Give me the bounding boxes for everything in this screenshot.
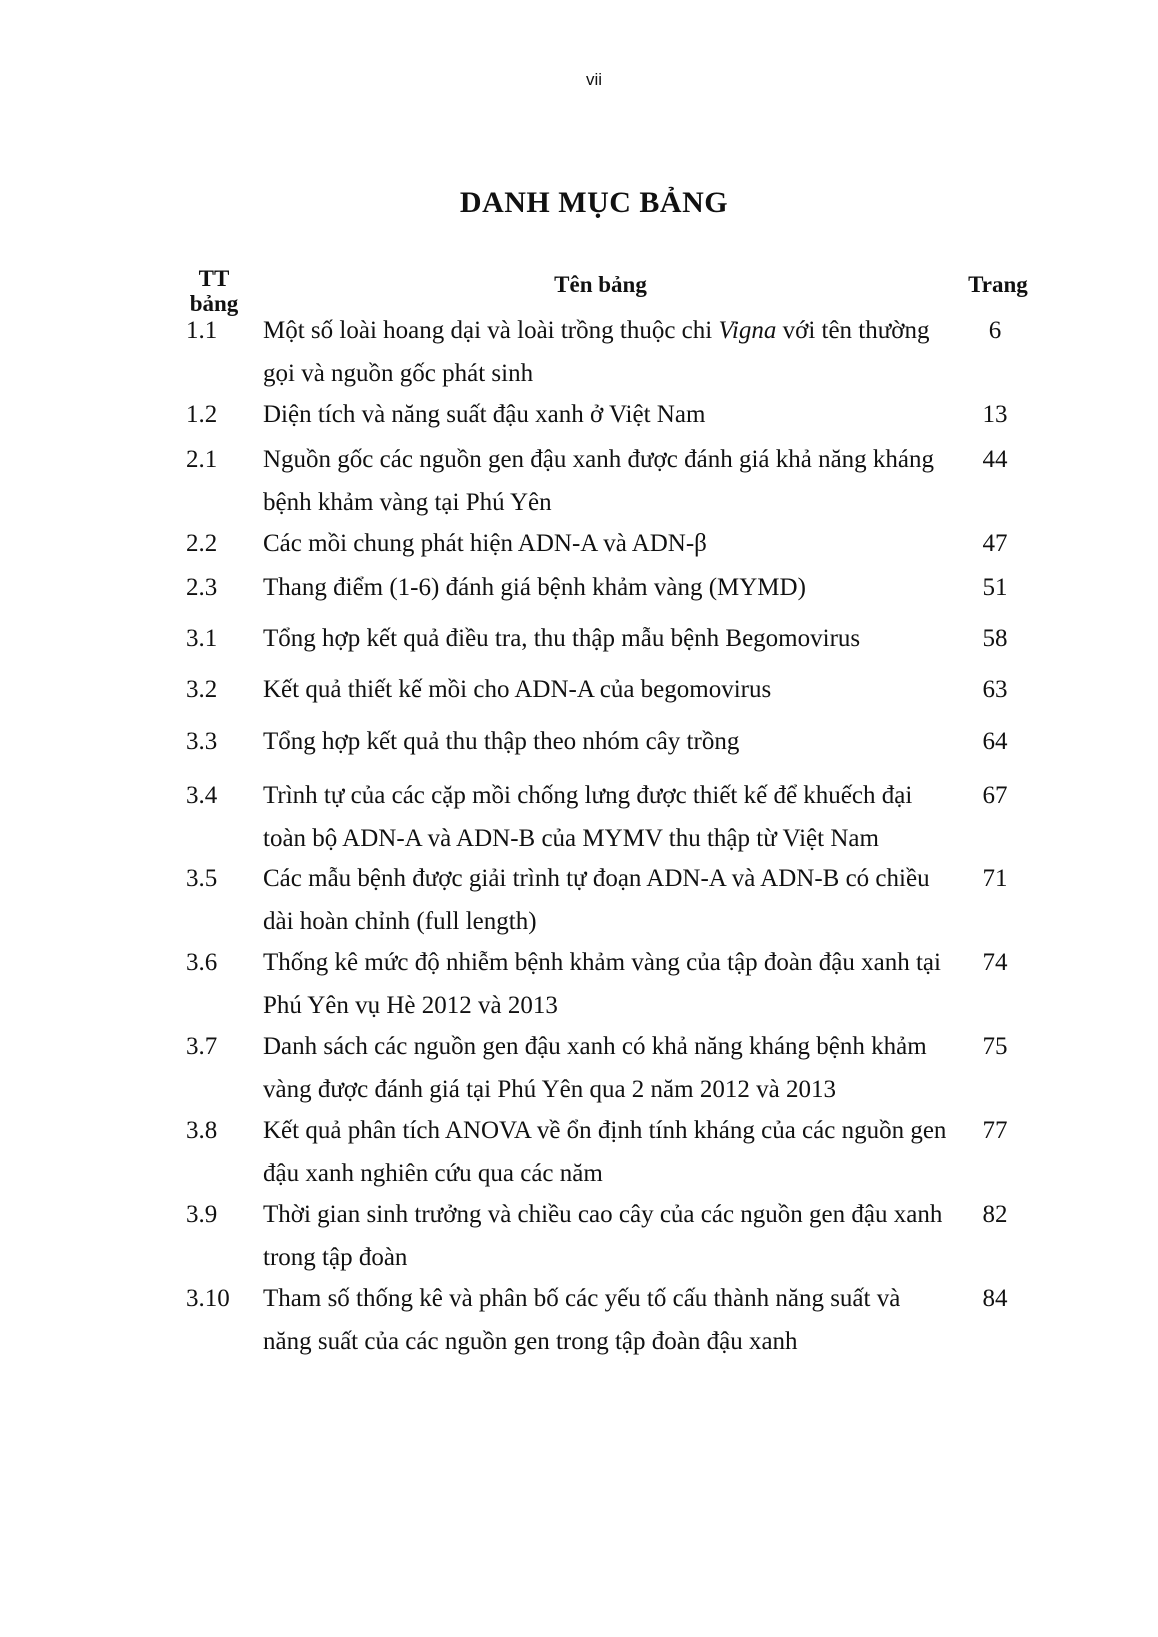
row-title: Tham số thống kê và phân bố các yếu tố cấu thành năng suất và năng suất của các nguồn gen trong tập đoàn đậu xanh	[263, 1285, 901, 1355]
row-page: 51	[982, 574, 1008, 601]
row-number: 2.1	[186, 446, 218, 473]
row-page: 47	[982, 530, 1008, 557]
row-page: 58	[982, 625, 1008, 652]
row-page: 13	[982, 401, 1008, 428]
page-number: vii	[585, 70, 603, 89]
row-title: Thống kê mức độ nhiễm bệnh khảm vàng của tập đoàn đậu xanh tại Phú Yên vụ Hè 2012 và 2013	[263, 949, 941, 1019]
header-page: Trang	[968, 272, 1028, 297]
row-number: 3.3	[186, 728, 218, 755]
header-name: Tên bảng	[554, 272, 647, 297]
row-page: 84	[982, 1285, 1008, 1312]
row-title: Một số loài hoang dại và loài trồng thuộc chi Vigna với tên thường gọi và nguồn gốc phát sinh	[263, 317, 930, 387]
row-page: 71	[982, 865, 1008, 892]
row-title: Các mồi chung phát hiện ADN-A và ADN-β	[263, 530, 707, 557]
page-title: DANH MỤC BẢNG	[459, 186, 729, 219]
row-number: 3.5	[186, 865, 218, 892]
row-number: 3.7	[186, 1033, 218, 1060]
row-title: Các mẫu bệnh được giải trình tự đoạn ADN-A và ADN-B có chiều dài hoàn chỉnh (full length)	[263, 865, 930, 935]
row-title: Tổng hợp kết quả điều tra, thu thập mẫu bệnh Begomovirus	[263, 625, 861, 652]
row-title: Thang điểm (1-6) đánh giá bệnh khảm vàng (MYMD)	[263, 574, 806, 601]
row-number: 3.4	[186, 782, 218, 809]
row-number: 2.2	[186, 530, 218, 557]
row-page: 82	[982, 1201, 1008, 1228]
row-number: 1.2	[186, 401, 218, 428]
row-page: 44	[982, 446, 1008, 473]
row-page: 77	[982, 1117, 1008, 1144]
row-number: 2.3	[186, 574, 218, 601]
row-title: Diện tích và năng suất đậu xanh ở Việt Nam	[263, 401, 706, 428]
row-number: 1.1	[186, 317, 218, 344]
row-number: 3.1	[186, 625, 218, 652]
row-number: 3.6	[186, 949, 218, 976]
row-page: 6	[988, 317, 1002, 344]
row-number: 3.2	[186, 676, 218, 703]
row-page: 63	[982, 676, 1008, 703]
row-page: 75	[982, 1033, 1008, 1060]
row-title: Trình tự của các cặp mồi chống lưng được thiết kế để khuếch đại toàn bộ ADN-A và ADN-B của MYMV thu thập từ Việt Nam	[263, 782, 913, 852]
italic-genus: Vigna	[718, 317, 777, 344]
row-title: Nguồn gốc các nguồn gen đậu xanh được đánh giá khả năng kháng bệnh khảm vàng tại Phú Yên	[263, 446, 935, 516]
row-title: Thời gian sinh trưởng và chiều cao cây của các nguồn gen đậu xanh trong tập đoàn	[263, 1201, 943, 1271]
row-title: Kết quả thiết kế mồi cho ADN-A của begomovirus	[263, 676, 772, 703]
row-number: 3.10	[186, 1285, 230, 1312]
header-tt: TT bảng	[189, 266, 239, 316]
row-page: 74	[982, 949, 1008, 976]
row-page: 67	[982, 782, 1008, 809]
row-title: Tổng hợp kết quả thu thập theo nhóm cây trồng	[263, 728, 740, 755]
row-page: 64	[982, 728, 1008, 755]
row-title: Kết quả phân tích ANOVA về ổn định tính kháng của các nguồn gen đậu xanh nghiên cứu qua các năm	[263, 1117, 947, 1187]
row-number: 3.8	[186, 1117, 218, 1144]
row-title: Danh sách các nguồn gen đậu xanh có khả năng kháng bệnh khảm vàng được đánh giá tại Phú Yên qua 2 năm 2012 và 2013	[263, 1033, 927, 1103]
row-number: 3.9	[186, 1201, 218, 1228]
